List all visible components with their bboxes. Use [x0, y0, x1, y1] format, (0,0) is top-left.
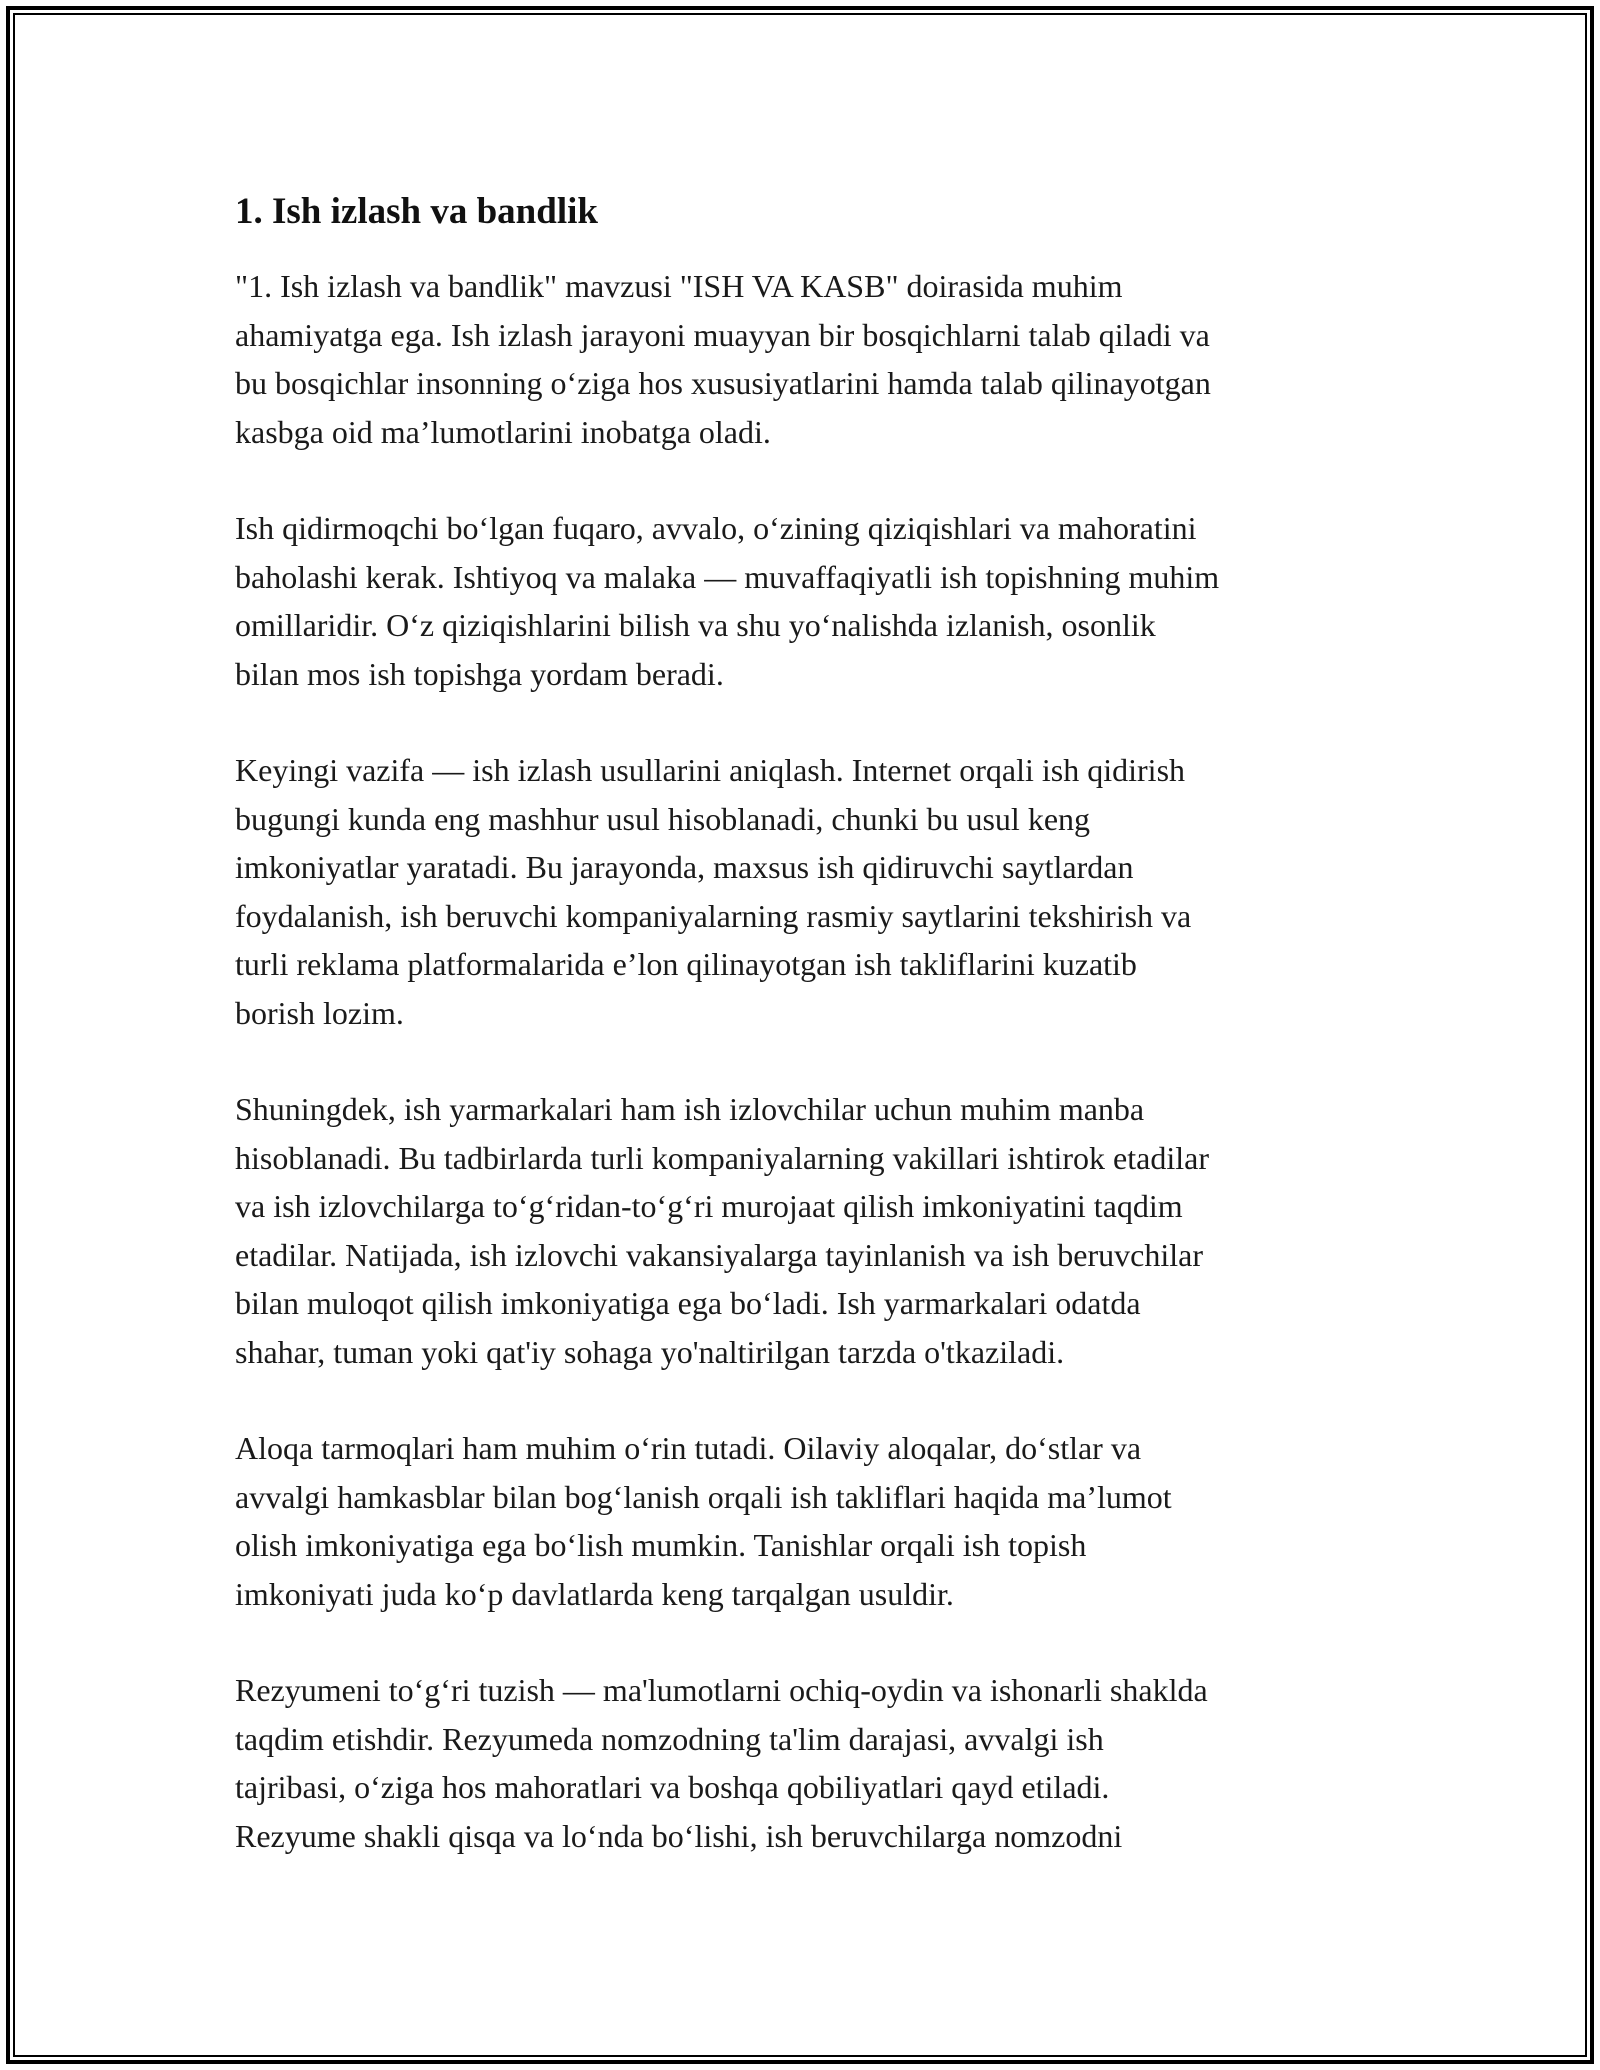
paragraph-line: etadilar. Natijada, ish izlovchi vakansiyalarga tayinlanish va ish beruvchilar [235, 1236, 1203, 1273]
paragraph-list [235, 262, 1375, 1860]
document-body [235, 188, 1375, 1908]
paragraph-line: imkoniyati juda ko‘p davlatlarda keng tarqalgan usuldir. [235, 1575, 954, 1612]
paragraph-line: omillaridir. O‘z qiziqishlarini bilish va shu yo‘nalishda izlanish, osonlik [235, 607, 1156, 643]
paragraph-line: bu bosqichlar insonning o‘ziga hos xususiyatlarini hamda talab qilinayotgan [235, 365, 1211, 401]
paragraph [235, 1424, 1375, 1618]
paragraph-line: foydalanish, ish beruvchi kompaniyalarning rasmiy saytlarini tekshirish va [235, 897, 1192, 934]
paragraph-line: ahamiyatga ega. Ish izlash jarayoni muayyan bir bosqichlarni talab qiladi va [235, 316, 1210, 353]
paragraph-line: Shuningdek, ish yarmarkalari ham ish izlovchilar uchun muhim manba [235, 1091, 1145, 1127]
paragraph-line: olish imkoniyatiga ega bo‘lish mumkin. Tanishlar orqali ish topish [235, 1527, 1087, 1563]
paragraph-line: Aloqa tarmoqlari ham muhim o‘rin tutadi. Oilaviy aloqalar, do‘stlar va [235, 1430, 1142, 1466]
paragraph [235, 504, 1375, 698]
paragraph-line: va ish izlovchilarga to‘g‘ridan-to‘g‘ri murojaat qilish imkoniyatini taqdim [235, 1188, 1183, 1224]
paragraph-line: turli reklama platformalarida e’lon qilinayotgan ish takliflarini kuzatib [235, 946, 1137, 982]
paragraph-line: bilan mos ish topishga yordam beradi. [235, 655, 724, 692]
paragraph-line: bugungi kunda eng mashhur usul hisoblanadi, chunki bu usul keng [235, 800, 1091, 837]
document-title: 1. Ish izlash va bandlik [235, 191, 598, 232]
paragraph-line: bilan muloqot qilish imkoniyatiga ega bo‘ladi. Ish yarmarkalari odatda [235, 1285, 1141, 1321]
paragraph-line: borish lozim. [235, 994, 404, 1031]
paragraph-line: hisoblanadi. Bu tadbirlarda turli kompaniyalarning vakillari ishtirok etadilar [235, 1139, 1209, 1176]
paragraph-line: taqdim etishdir. Rezyumeda nomzodning ta'lim darajasi, avvalgi ish [235, 1720, 1104, 1757]
paragraph-line: Rezyumeni to‘g‘ri tuzish — ma'lumotlarni ochiq-oydin va ishonarli shaklda [235, 1672, 1208, 1708]
paragraph-line: tajribasi, o‘ziga hos mahoratlari va boshqa qobiliyatlari qayd etiladi. [235, 1769, 1110, 1805]
paragraph [235, 1666, 1375, 1860]
paragraph-line: kasbga oid ma’lumotlarini inobatga oladi. [235, 413, 771, 450]
paragraph [235, 746, 1375, 1037]
paragraph-line: avvalgi hamkasblar bilan bog‘lanish orqali ish takliflari haqida ma’lumot [235, 1478, 1172, 1515]
paragraph-line: shahar, tuman yoki qat'iy sohaga yo'naltirilgan tarzda o'tkaziladi. [235, 1333, 1065, 1370]
paragraph-line: baholashi kerak. Ishtiyoq va malaka — muvaffaqiyatli ish topishning muhim [235, 558, 1220, 595]
paragraph-line: imkoniyatlar yaratadi. Bu jarayonda, maxsus ish qidiruvchi saytlardan [235, 849, 1134, 885]
paragraph-line: Keyingi vazifa — ish izlash usullarini aniqlash. Internet orqali ish qidirish [235, 752, 1186, 788]
paragraph-line: Rezyume shakli qisqa va lo‘nda bo‘lishi, ish beruvchilarga nomzodni [235, 1817, 1123, 1854]
paragraph [235, 1085, 1375, 1376]
paragraph [235, 262, 1375, 456]
paragraph-line: "1. Ish izlash va bandlik" mavzusi "ISH VA KASB" doirasida muhim [235, 268, 1123, 304]
paragraph-line: Ish qidirmoqchi bo‘lgan fuqaro, avvalo, o‘zining qiziqishlari va mahoratini [235, 510, 1197, 546]
